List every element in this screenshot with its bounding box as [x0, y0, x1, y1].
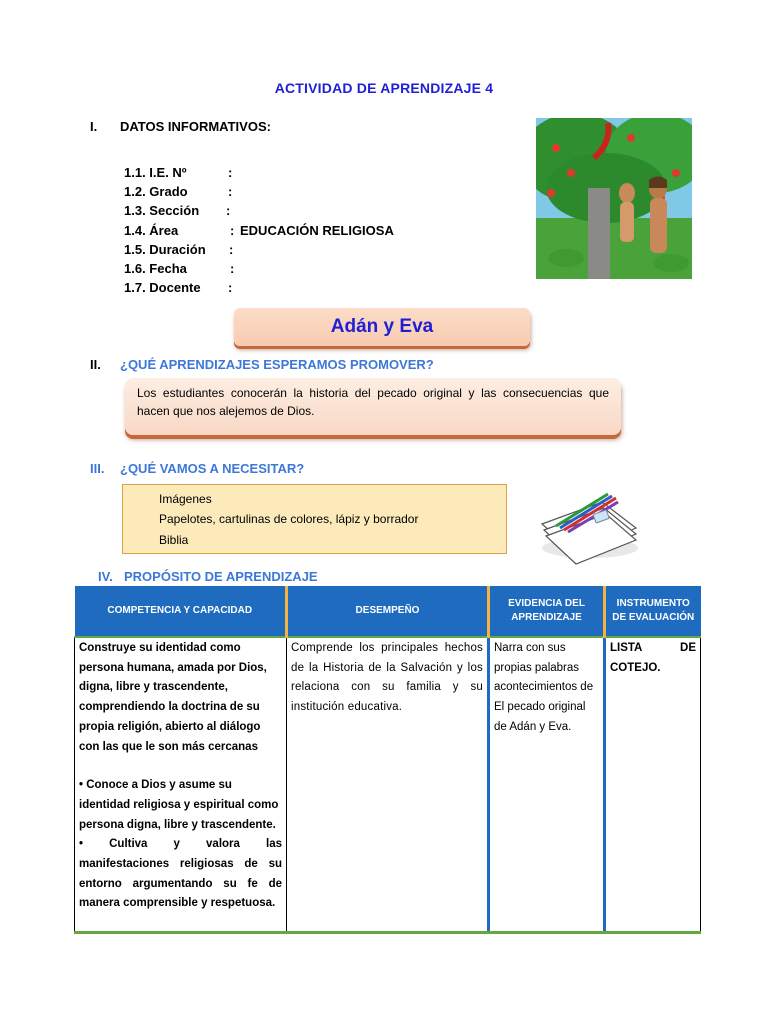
- evidencia-cell: Narra con sus propias palabras acontecimientos de El pecado original de Adán y Eva.: [489, 637, 605, 933]
- material-item: Imágenes: [159, 492, 212, 506]
- lesson-title-banner: Adán y Eva: [234, 308, 530, 346]
- info-label: 1.5. Duración: [124, 241, 206, 257]
- section-number: III.: [90, 461, 105, 476]
- adam-eve-illustration: [536, 118, 692, 279]
- table-header-row: [75, 586, 701, 637]
- purpose-table: [74, 586, 701, 934]
- info-row-ie: 1.1. I.E. Nº :: [124, 165, 233, 180]
- instrumento-cell: LISTA DE COTEJO.: [605, 637, 701, 933]
- desempeno-cell: Comprende los principales hechos de la Historia de la Salvación y los relaciona con su familia y su institución educativa.: [287, 637, 489, 933]
- section-datos-heading: [90, 119, 271, 134]
- competencia-text: Construye su identidad como persona humana, amada por Dios, digna, libre y trascendente, comprendiendo la doctrina de su propia religión, abierto al diálogo con las que le son más cercanas: [79, 642, 267, 753]
- capacidad-item: • Cultiva y valora las manifestaciones religiosas de su entorno argumentando su fe de manera comprensible y respetuosa.: [79, 838, 282, 910]
- info-label: 1.6. Fecha: [124, 260, 187, 276]
- section-aprendizajes-heading: [90, 357, 434, 372]
- col-header-competencia: COMPETENCIA Y CAPACIDAD: [75, 586, 287, 637]
- info-row-duracion: 1.5. Duración :: [124, 241, 234, 257]
- table-row: [75, 637, 701, 933]
- section-proposito-heading: [98, 569, 318, 584]
- material-item: Biblia: [159, 532, 189, 547]
- info-row-area: 1.4. Área : EDUCACIÓN RELIGIOSA: [124, 222, 394, 238]
- info-row-docente: 1.7. Docente :: [124, 280, 233, 296]
- section-number: IV.: [98, 569, 113, 584]
- col-header-evidencia: EVIDENCIA DEL APRENDIZAJE: [489, 586, 605, 637]
- section-title: DATOS INFORMATIVOS:: [120, 119, 271, 134]
- section-number: I.: [90, 119, 98, 134]
- info-label: 1.7. Docente: [124, 280, 201, 296]
- col-header-instrumento: INSTRUMENTO DE EVALUACIÓN: [605, 586, 701, 637]
- col-header-desempeno: DESEMPEÑO: [287, 586, 489, 637]
- info-value-area: EDUCACIÓN RELIGIOSA: [240, 222, 394, 238]
- section-title: ¿QUÉ VAMOS A NECESITAR?: [120, 461, 305, 476]
- info-label: 1.2. Grado: [124, 184, 188, 200]
- section-title: PROPÓSITO DE APRENDIZAJE: [124, 569, 318, 584]
- materials-box: [122, 484, 507, 554]
- datos-informativos-list: [124, 163, 394, 297]
- section-materiales-heading: [90, 461, 304, 476]
- info-row-seccion: 1.3. Sección :: [124, 203, 231, 219]
- competencia-cell: [75, 637, 287, 933]
- info-label: 1.4. Área: [124, 222, 179, 238]
- page-title: ACTIVIDAD DE APRENDIZAJE 4: [274, 80, 494, 96]
- learning-goal-box: Los estudiantes conocerán la historia del pecado original y las consecuencias que hacen que nos alejemos de Dios.: [125, 378, 621, 435]
- material-item: Papelotes, cartulinas de colores, lápiz y borrador: [159, 512, 419, 527]
- info-row-grado: 1.2. Grado :: [124, 184, 233, 200]
- info-label: 1.3. Sección: [124, 203, 200, 219]
- section-number: II.: [90, 357, 101, 372]
- papers-pencils-icon: [532, 484, 642, 568]
- section-title: ¿QUÉ APRENDIZAJES ESPERAMOS PROMOVER?: [120, 357, 434, 372]
- info-label: 1.1. I.E. Nº: [124, 165, 187, 180]
- capacidad-item: • Conoce a Dios y asume su identidad religiosa y espiritual como persona digna, libre y trascendente.: [79, 779, 279, 831]
- info-row-fecha: 1.6. Fecha :: [124, 260, 235, 276]
